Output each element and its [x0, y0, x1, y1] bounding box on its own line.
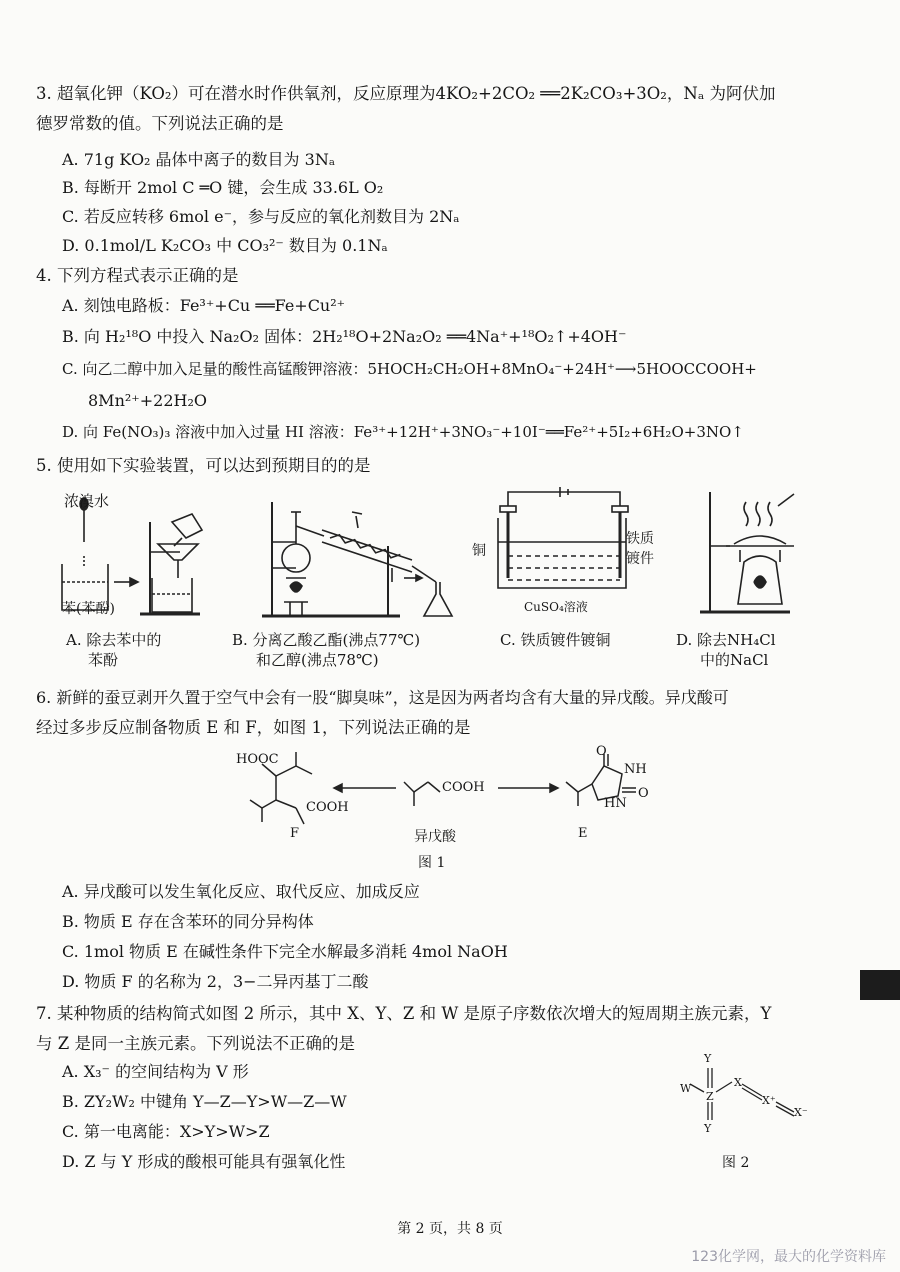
label-e: E	[578, 826, 588, 841]
fig2-x1: X	[734, 1076, 742, 1089]
q5-caption-d-line2: 中的NaCl	[700, 651, 769, 669]
q5-apparatus-svg	[40, 482, 840, 632]
q3-option-d: D. 0.1mol/L K₂CO₃ 中 CO₃²⁻ 数目为 0.1Nₐ	[62, 236, 388, 255]
e-oxygen-right: O	[638, 786, 649, 801]
page-footer: 第 2 页，共 8 页	[397, 1221, 503, 1237]
label-isovaleric-acid: 异戊酸	[414, 829, 456, 845]
q7-option-b: B. ZY₂W₂ 中键角 Y—Z—Y>W—Z—W	[62, 1092, 347, 1111]
q4-option-d: D. 向 Fe(NO₃)₃ 溶液中加入过量 HI 溶液：Fe³⁺+12H⁺+3NO₃⁻+10I⁻══Fe²⁺+5I₂+6H₂O+3NO↑	[62, 423, 744, 441]
q3-option-b: B. 每断开 2mol C ═O 键，会生成 33.6L O₂	[62, 178, 384, 197]
e-nh: NH	[624, 762, 647, 777]
q5-caption-d-line1: D. 除去NH₄Cl	[676, 631, 776, 649]
fig2-x3: X⁻	[794, 1106, 808, 1119]
q5-caption-c: C. 铁质镀件镀铜	[500, 631, 611, 649]
q7-stem-line1: 7. 某种物质的结构简式如图 2 所示，其中 X、Y、Z 和 W 是原子序数依次增大的短周期主族元素，Y	[36, 1004, 772, 1023]
iso-cooh: COOH	[442, 780, 485, 795]
fig2-z: Z	[706, 1090, 714, 1103]
q4-option-a: A. 刻蚀电路板：Fe³⁺+Cu ══Fe+Cu²⁺	[62, 296, 346, 315]
q5-apparatus-figures	[40, 482, 840, 632]
label-cuso4: CuSO₄溶液	[524, 600, 588, 614]
page-edge-tab	[860, 970, 900, 1000]
f-hooc: HOOC	[236, 752, 279, 767]
e-hn: HN	[604, 796, 627, 811]
watermark: 123化学网，最大的化学资料库	[691, 1249, 886, 1265]
q4-option-b: B. 向 H₂¹⁸O 中投入 Na₂O₂ 固体：2H₂¹⁸O+2Na₂O₂ ══4Na⁺+¹⁸O₂↑+4OH⁻	[62, 327, 627, 346]
q5-caption-b-line1: B. 分离乙酸乙酯(沸点77℃)	[232, 631, 421, 649]
label-copper: 铜	[472, 543, 486, 559]
fig2-y-top: Y	[704, 1052, 712, 1065]
figure-2-structure-svg	[670, 1050, 830, 1140]
q6-option-a: A. 异戊酸可以发生氧化反应、取代反应、加成反应	[62, 882, 420, 901]
f-cooh: COOH	[306, 800, 349, 815]
figure-2-caption: 图 2	[722, 1155, 750, 1171]
q7-option-c: C. 第一电离能：X>Y>W>Z	[62, 1122, 270, 1141]
label-bromine-water: 浓溴水	[64, 492, 110, 510]
q4-option-c-line1: C. 向乙二醇中加入足量的酸性高锰酸钾溶液：5HOCH₂CH₂OH+8MnO₄⁻+24H⁺⟶5HOOCCOOH+	[62, 360, 757, 378]
label-iron-2: 镀件	[626, 551, 654, 567]
q3-option-a: A. 71g KO₂ 晶体中离子的数目为 3Nₐ	[62, 150, 335, 169]
q6-stem-line2: 经过多步反应制备物质 E 和 F，如图 1，下列说法正确的是	[36, 718, 471, 737]
figure-2	[670, 1050, 830, 1140]
q5-caption-b-line2: 和乙醇(沸点78℃)	[256, 651, 379, 669]
fig2-w: W	[680, 1082, 692, 1095]
q6-stem-line1: 6. 新鲜的蚕豆剥开久置于空气中会有一股“脚臭味”，这是因为两者均含有大量的异戊酸。异戊酸可	[36, 688, 729, 707]
e-oxygen-top: O	[596, 744, 607, 759]
q5-stem: 5. 使用如下实验装置，可以达到预期目的的是	[36, 456, 371, 475]
q5-caption-a-line2: 苯酚	[88, 651, 119, 669]
q7-stem-line2: 与 Z 是同一主族元素。下列说法不正确的是	[36, 1034, 355, 1053]
q6-option-d: D. 物质 F 的名称为 2，3−二异丙基丁二酸	[62, 972, 369, 991]
fig2-y-bottom: Y	[704, 1122, 712, 1135]
q6-option-b: B. 物质 E 存在含苯环的同分异构体	[62, 912, 314, 931]
label-benzene-phenol: 苯(苯酚)	[62, 601, 115, 617]
q7-option-d: D. Z 与 Y 形成的酸根可能具有强氧化性	[62, 1152, 346, 1171]
q3-stem-line1: 3. 超氧化钾（KO₂）可在潜水时作供氧剂，反应原理为4KO₂+2CO₂ ══2K₂CO₃+3O₂，Nₐ 为阿伏加	[36, 84, 776, 103]
label-f: F	[290, 826, 300, 841]
fig2-x2: X⁺	[762, 1094, 776, 1107]
label-iron-1: 铁质	[626, 531, 654, 547]
q5-caption-a-line1: A. 除去苯中的	[66, 631, 162, 649]
q3-option-c: C. 若反应转移 6mol e⁻，参与反应的氧化剂数目为 2Nₐ	[62, 207, 460, 226]
q4-stem: 4. 下列方程式表示正确的是	[36, 266, 239, 285]
figure-1-caption: 图 1	[418, 855, 446, 871]
q3-stem-line2: 德罗常数的值。下列说法正确的是	[36, 114, 284, 133]
q4-option-c-line2: 8Mn²⁺+22H₂O	[88, 391, 207, 410]
q7-option-a: A. X₃⁻ 的空间结构为 V 形	[62, 1062, 249, 1081]
q6-option-c: C. 1mol 物质 E 在碱性条件下完全水解最多消耗 4mol NaOH	[62, 942, 508, 961]
